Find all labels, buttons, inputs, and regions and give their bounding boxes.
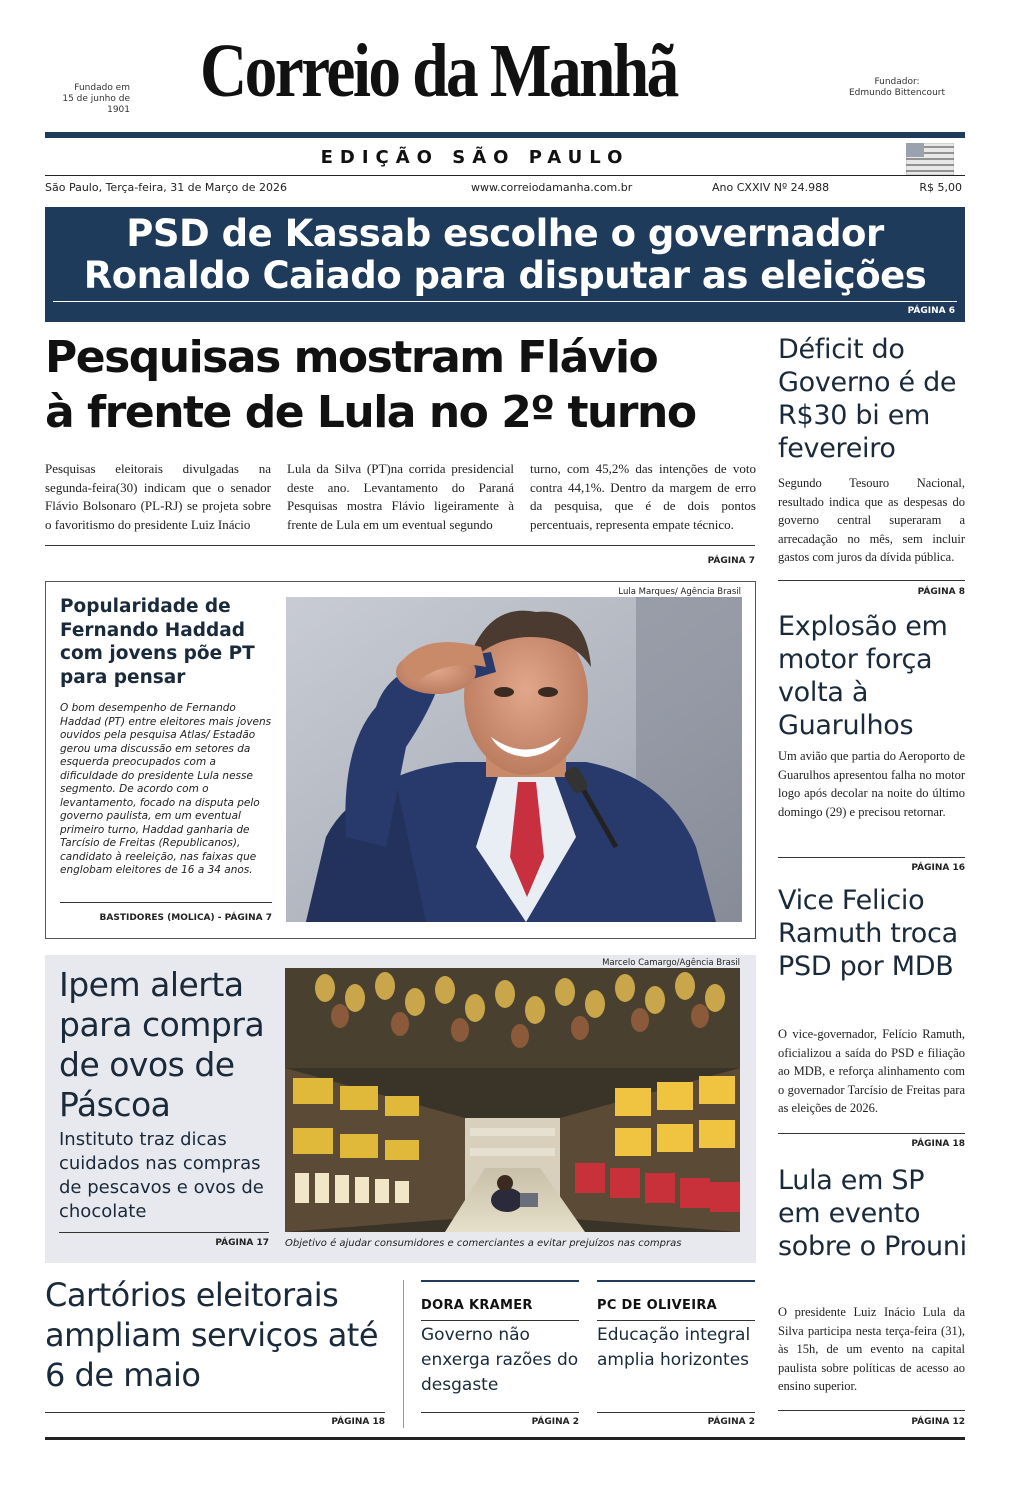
sidebar-page-deficit: PÁGINA 8 [917,587,965,597]
ipem-photo-credit: Marcelo Camargo/Agência Brasil [602,958,740,968]
lead-body-col2: Lula da Silva (PT)na corrida presidencial deste ano. Levantamento do Paraná Pesquisas mostra Flávio ligeiramente à frente de Lula em um eventual segundo [287,461,514,532]
column1-top-rule [421,1280,579,1282]
ipem-rule [59,1232,269,1233]
column2-author: PC DE OLIVEIRA [597,1298,718,1313]
lead-story[interactable] [45,330,760,440]
sidebar-page-explosao: PÁGINA 16 [911,863,965,873]
ipem-subhead: Instituto traz dicas cuidados nas compras de pescavos e ovos de chocolate [59,1129,264,1222]
banner-headline-line1: PSD de Kassab escolhe o governador [126,212,884,255]
sidebar-page-ramuth: PÁGINA 18 [911,1139,965,1149]
newspaper-logo[interactable]: Correio da Manhã [200,29,677,113]
ipem-photo-caption: Objetivo é ajudar consumidores e comerciantes a evitar prejuízos nas compras [285,1238,682,1249]
lead-headline-line1: Pesquisas mostram Flávio [45,332,658,383]
cartorios-rule [45,1412,385,1413]
founded-label: Fundado em [74,83,130,93]
easter-eggs-store-photo[interactable] [285,968,740,1232]
founded-date: 15 de junho de 1901 [62,94,130,115]
banner-rule [53,301,957,302]
banner-page-ref: PÁGINA 6 [907,306,955,316]
sidebar-body-ramuth: O vice-governador, Felício Ramuth, oficializou a saída do PSD e filiação ao MDB, e reforça alinhamento com o governador Tarcísio de Freitas para as eleições de 2026. [778,1027,965,1115]
column1-bottom-rule [421,1412,579,1413]
lead-rule [45,545,755,546]
lead-body-col1: Pesquisas eleitorais divulgadas na segunda-feira(30) indicam que o senador Flávio Bolsonaro (PL-RJ) se projeta sobre o favoritismo do presidente Luiz Inácio [45,461,271,532]
sidebar-rule-prouni [778,1410,965,1411]
haddad-body: O bom desempenho de Fernando Haddad (PT) entre eleitores mais jovens ouvidos pela pesquisa Atlas/ Estadão gerou uma discussão em setores da esquerda preocupados com a dificuldade do presidente Lula nesse segmento. De acordo com o levantamento, focado na disputa pelo governo paulista, em um eventual primeiro turno, Haddad ganharia de Tarcísio de Freitas (Republicanos), candidato à reeleição, nas faixas que englobam eleitores de 16 a 34 anos. [60,702,272,876]
haddad-rule [60,902,272,903]
founder-name: Edmundo Bittencourt [848,88,946,98]
haddad-photo[interactable] [286,597,742,922]
sidebar-headline-explosao[interactable]: Explosão em motor força volta à Guarulhos [778,611,948,741]
column-divider [403,1280,404,1428]
column1-author: DORA KRAMER [421,1298,533,1313]
column1-page-ref: PÁGINA 2 [531,1417,579,1427]
sidebar-rule-ramuth [778,1133,965,1134]
cartorios-headline[interactable]: Cartórios eleitorais ampliam serviços até 6 de maio [45,1276,379,1394]
price: R$ 5,00 [919,181,962,194]
lead-page-ref: PÁGINA 7 [707,556,755,566]
sidebar-body-prouni: O presidente Luiz Inácio Lula da Silva participa nesta terça-feira (31), às 15h, de um evento na capital paulista sobre políticas de acesso ao ensino superior. [778,1305,965,1393]
footer-rule [45,1437,965,1440]
haddad-page-ref: BASTIDORES (MOLICA) - PÁGINA 7 [99,913,272,923]
edition-label: EDIÇÃO SÃO PAULO [320,147,630,168]
haddad-photo-credit: Lula Marques/ Agência Brasil [618,587,741,597]
sao-paulo-flag-icon [906,143,954,175]
banner-headline-line2: Ronaldo Caiado para disputar as eleições [83,254,927,297]
column2-page-ref: PÁGINA 2 [707,1417,755,1427]
sidebar-body-explosao: Um avião que partia do Aeroporto de Guarulhos apresentou falha no motor logo após decolar na noite do último domingo (29) e precisou retornar. [778,749,965,819]
top-banner-story[interactable] [45,207,965,322]
haddad-story[interactable] [45,581,756,939]
ipem-story[interactable] [45,955,756,1263]
column1-author-rule [421,1320,579,1321]
sidebar-headline-prouni[interactable]: Lula em SP em evento sobre o Prouni [778,1165,967,1262]
haddad-headline: Popularidade de Fernando Haddad com jovens põe PT para pensar [60,596,255,688]
website-link[interactable]: www.correiodamanha.com.br [471,181,633,194]
masthead-rule [45,132,965,138]
column2-title[interactable]: Educação integral amplia horizontes [597,1325,751,1370]
ipem-headline: Ipem alerta para compra de ovos de Páscoa [59,965,265,1124]
edition-rule [45,175,965,176]
sidebar-body-deficit: Segundo Tesouro Nacional, resultado indica que as despesas do governo central superaram a arrecadação no mês, sem incluir gastos com juros da dívida pública. [778,476,965,564]
column2-author-rule [597,1320,755,1321]
sidebar-page-prouni: PÁGINA 12 [911,1417,965,1427]
founder-note [834,77,960,99]
cartorios-page-ref: PÁGINA 18 [331,1417,385,1427]
sidebar-headline-ramuth[interactable]: Vice Felicio Ramuth troca PSD por MDB [778,885,958,982]
dateline-date: São Paulo, Terça-feira, 31 de Março de 2026 [45,181,287,194]
issue-number: Ano CXXIV Nº 24.988 [712,181,830,194]
sidebar-headline-deficit[interactable]: Déficit do Governo é de R$30 bi em fevereiro [778,334,957,464]
column2-bottom-rule [597,1412,755,1413]
column1-title[interactable]: Governo não enxerga razões do desgaste [421,1325,579,1395]
founded-note [40,83,130,116]
sidebar-rule-explosao [778,857,965,858]
ipem-page-ref: PÁGINA 17 [215,1238,269,1248]
founder-label: Fundador: [874,77,920,87]
lead-body-col3: turno, com 45,2% das intenções de voto contra 44,1%. Dentro da margem de erro da pesquisa, que é de dois pontos percentuais, representa empate técnico. [530,461,756,532]
lead-headline-line2: à frente de Lula no 2º turno [45,387,696,438]
sidebar-rule-deficit [778,580,965,581]
column2-top-rule [597,1280,755,1282]
